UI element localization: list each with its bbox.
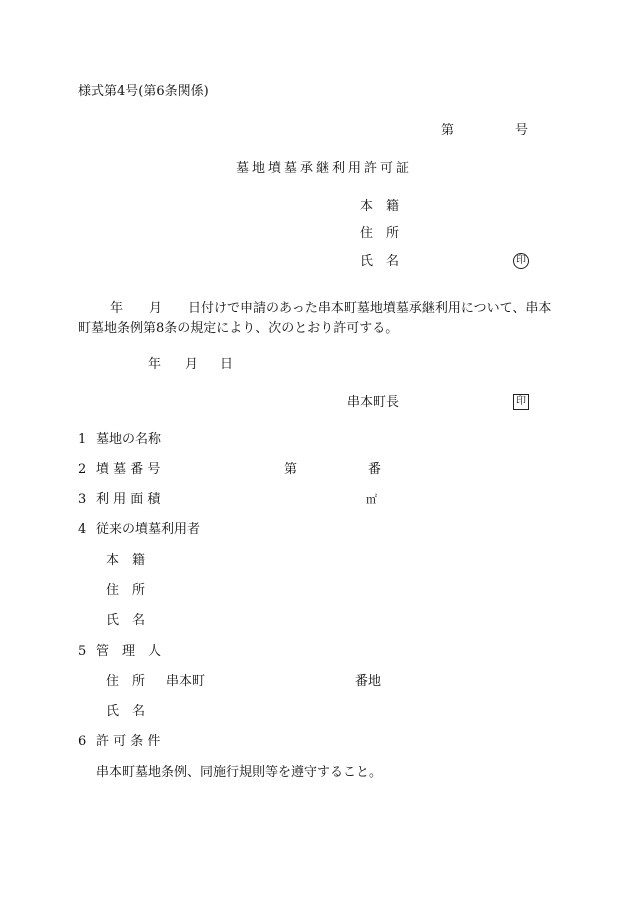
applicant-domicile-label: 本 籍 [360, 199, 400, 214]
item-2-number: 2 [78, 462, 87, 477]
date-month: 月 [185, 357, 199, 372]
issuer-title: 串本町長 [347, 395, 400, 410]
item-2-number-prefix: 第 [284, 462, 298, 477]
item-5-banchi: 番地 [355, 674, 382, 689]
item-3-label: 利 用 面 積 [96, 492, 161, 507]
item-5-town: 串本町 [166, 674, 206, 689]
form-label: 様式第4号(第6条関係) [78, 84, 209, 99]
permit-body-paragraph: 年 月 日付けで申請のあった串本町墓地墳墓承継利用について、串本町墓地条例第8条の規定により、次のとおり許可する。 [78, 301, 552, 336]
item-6-number: 6 [78, 734, 87, 749]
item-4-name-label: 氏 名 [106, 613, 146, 628]
item-2-number-suffix: 番 [368, 462, 382, 477]
item-3-unit: ㎡ [366, 493, 377, 506]
item-5-name-label: 氏 名 [106, 704, 146, 719]
applicant-seal-mark: 印 [513, 253, 529, 269]
issuer-seal-mark: 印 [513, 394, 529, 410]
applicant-address-label: 住 所 [360, 226, 400, 241]
item-6-condition-text: 串本町墓地条例、同施行規則等を遵守すること。 [96, 765, 383, 780]
item-1-number: 1 [78, 432, 87, 447]
date-day: 日 [220, 357, 234, 372]
date-year: 年 [148, 357, 162, 372]
item-2-label: 墳 墓 番 号 [96, 462, 161, 477]
applicant-name-label: 氏 名 [360, 254, 400, 269]
item-4-number: 4 [78, 522, 87, 537]
item-3-number: 3 [78, 492, 87, 507]
item-5-address-label: 住 所 [106, 674, 146, 689]
item-4-label: 従来の墳墓利用者 [96, 522, 201, 537]
item-5-label: 管 理 人 [96, 644, 162, 659]
permit-number-suffix: 号 [515, 123, 529, 138]
item-6-label: 許 可 条 件 [96, 734, 161, 749]
item-4-address-label: 住 所 [106, 583, 146, 598]
item-1-label: 墓地の名称 [96, 432, 162, 447]
document-title: 墓地墳墓承継利用許可証 [236, 161, 413, 176]
permit-number-prefix: 第 [441, 123, 455, 138]
item-4-domicile-label: 本 籍 [106, 553, 146, 568]
item-5-number: 5 [78, 644, 87, 659]
